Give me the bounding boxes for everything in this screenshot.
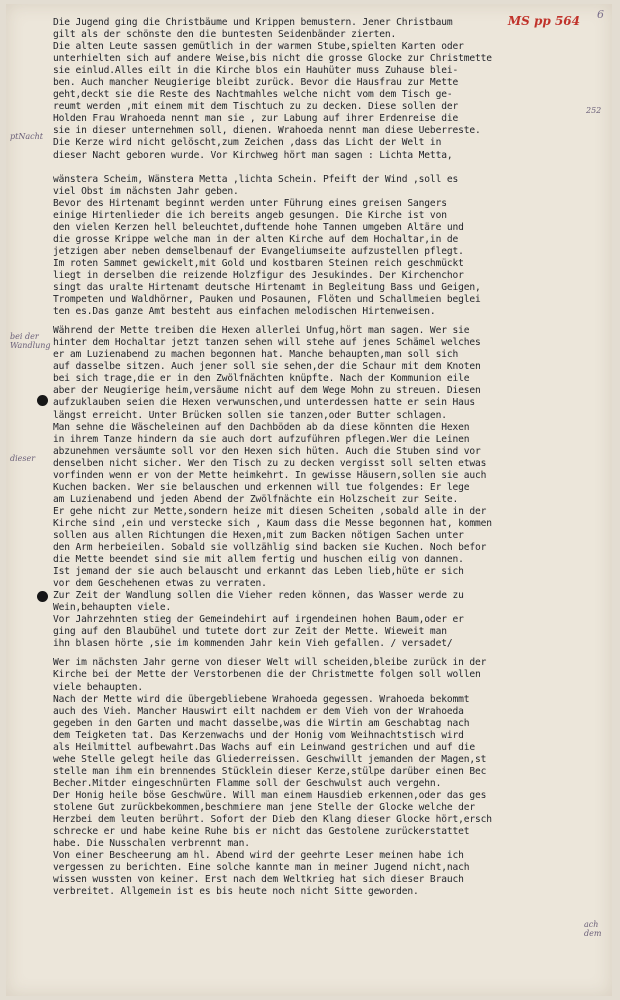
- text-line: Kuchen backen. Wer sie belauschen und erkennen will tue folgendes: Er lege: [53, 481, 470, 493]
- text-line: dem Teigketen tat. Das Kerzenwachs und der Honig vom Weihnachtstisch wird: [53, 729, 464, 741]
- punch-hole-top: [37, 395, 48, 406]
- text-line: Becher.Mitder eingeschnürten Flamme soll der Geschwulst auch vergehn.: [53, 777, 442, 789]
- text-line: Von einer Bescheerung am hl. Abend wird der geehrte Leser meinen habe ich: [53, 850, 464, 862]
- paragraph-2: [53, 325, 598, 650]
- text-line: Kirche sind ,ein und verstecke sich , Kaum dass die Messe begonnen hat, kommen: [53, 517, 492, 529]
- text-line: Der Honig heile böse Geschwüre. Will man einem Hausdieb erkennen,oder das ges: [53, 789, 487, 801]
- text-line: Wer im nächsten Jahr gerne von dieser Welt will scheiden,bleibe zurück in der: [53, 657, 487, 669]
- text-line: Er gehe nicht zur Mette,sondern heize mit diesen Scheiten ,sobald alle in der: [53, 505, 487, 517]
- paragraph-gap: [53, 650, 598, 657]
- text-line: gegeben in den Garten und macht dasselbe,was die Wirtin am Geschabtag nach: [53, 717, 470, 729]
- typed-text: [53, 17, 598, 898]
- margin-note-dieser: dieser: [10, 454, 36, 463]
- margin-note-wandlung: bei der Wandlung: [10, 332, 51, 350]
- text-line: aber der Neugierige heim,versäume nicht auf dem Wege Mohn zu streuen. Diesen: [53, 385, 481, 397]
- text-line: verbreitet. Allgemein ist es bis heute noch nicht Sitte geworden.: [53, 886, 419, 898]
- text-line: Zur Zeit der Wandlung sollen die Vieher reden können, das Wasser werde zu: [53, 590, 464, 602]
- text-line: ihn blasen hörte ,sie im kommenden Jahr kein Vieh gefallen. / versadet/: [53, 638, 453, 650]
- text-line: dieser Nacht geboren wurde. Vor Kirchweg hört man sagen : Lichta Metta,: [53, 149, 453, 161]
- text-line: Man sehne die Wäscheleinen auf den Dachböden ab da diese könnten die Hexen: [53, 421, 470, 433]
- text-line: auf dasselbe sitzen. Auch jener soll sie sehen,der die Schaur mit dem Knoten: [53, 361, 481, 373]
- text-line: viele behaupten.: [53, 681, 144, 693]
- text-line: einige Hirtenlieder die ich bereits angeb gesungen. Die Kirche ist von: [53, 209, 447, 221]
- text-line: Nach der Mette wird die übergebliebene Wrahoeda gegessen. Wrahoeda bekommt: [53, 693, 470, 705]
- paragraph-1: [53, 17, 598, 318]
- text-line: wehe Stelle gelegt heile das Gliederreissen. Geschwillt jemanden der Magen,st: [53, 753, 487, 765]
- paragraph-gap: [53, 318, 598, 325]
- text-line: die Mette beendet sind sie mit allem fertig und huschen eilig von dannen.: [53, 554, 464, 566]
- paragraph-3: [53, 657, 598, 898]
- text-line: am Luzienabend und jeden Abend der Zwölfnächte ein Holzscheit zur Seite.: [53, 493, 459, 505]
- text-line: wissen wussten von keiner. Erst nach dem Weltkrieg hat sich dieser Brauch: [53, 874, 464, 886]
- text-line: vorfinden wenn er von der Mette heimkehrt. In gewisse Häusern,sollen sie auch: [53, 469, 487, 481]
- text-line: habe. Die Nusschalen verbrennt man.: [53, 838, 250, 850]
- text-line: bei sich trage,die er in den Zwölfnächten knüpfte. Nach der Kommunion eile: [53, 373, 470, 385]
- text-line: Die Kerze wird nicht gelöscht,zum Zeichen ,dass das Licht der Welt in: [53, 137, 442, 149]
- text-line: Trompeten und Waldhörner, Pauken und Posaunen, Flöten und Schallmeien beglei: [53, 294, 481, 306]
- text-line: sie in dieser unternehmen soll, dienen. Wrahoeda nennt man diese Ueberreste.: [53, 125, 481, 137]
- text-line: liegt in derselben die reizende Holzfigur des Jesukindes. Der Kirchenchor: [53, 269, 464, 281]
- text-line: Im roten Sammet gewickelt,mit Gold und kostbaren Steinen reich geschmückt: [53, 257, 464, 269]
- text-line: ging auf den Blaubühel und tutete dort zur Zeit der Mette. Wieweit man: [53, 626, 447, 638]
- text-line: stelle man ihm ein brennendes Stücklein dieser Kerze,stülpe darüber einen Bec: [53, 765, 487, 777]
- text-line: denselben nicht sicher. Wer den Tisch zu zu decken vergisst soll selten etwas: [53, 457, 487, 469]
- text-line: die grosse Krippe welche man in der alten Kirche auf dem Hochaltar,in de: [53, 233, 459, 245]
- text-line: er am Luzienabend zu machen begonnen hat. Manche behaupten,man soll sich: [53, 349, 459, 361]
- text-line: vor dem Geschehenen etwas zu verraten.: [53, 578, 267, 590]
- text-line: [53, 162, 598, 174]
- text-line: sollen aus allen Richtungen die Hexen,mit zum Backen nötigen Sachen unter: [53, 529, 464, 541]
- text-line: ten es.Das ganze Amt besteht aus einfachen melodischen Hirtenweisen.: [53, 306, 436, 318]
- text-line: gilt als der schönste den die buntesten Seidenbänder zierten.: [53, 29, 397, 41]
- text-line: jetzigen aber neben demselbenauf der Evangeliumseite aufzustellen pflegt.: [53, 245, 464, 257]
- margin-note-number: 252: [586, 106, 602, 115]
- text-line: Kirche bei der Mette der Verstorbenen die der Christmette folgen soll wollen: [53, 669, 481, 681]
- text-line: unterhielten sich auf andere Weise,bis nicht die grosse Glocke zur Christmette: [53, 53, 492, 65]
- text-line: Während der Mette treiben die Hexen allerlei Unfug,hört man sagen. Wer sie: [53, 325, 470, 337]
- text-line: den vielen Kerzen hell beleuchtet,duftende hohe Tannen umgeben Altäre und: [53, 221, 464, 233]
- text-line: längst erreicht. Unter Brücken sollen sie tanzen,oder Butter schlagen.: [53, 409, 447, 421]
- text-line: Herzbei dem leuten berührt. Sofort der Dieb den Klang dieser Glocke hört,ersch: [53, 814, 492, 826]
- text-line: ben. Auch mancher Neugierige bleibt zurück. Bevor die Hausfrau zur Mette: [53, 77, 459, 89]
- margin-note-nacht: ptNacht: [10, 132, 43, 141]
- text-line: Ist jemand der sie auch belauscht und erkannt das Leben lieb,hüte er sich: [53, 566, 464, 578]
- text-line: Wein,behaupten viele.: [53, 602, 172, 614]
- archive-shelf-mark: MS pp 564: [507, 14, 580, 28]
- text-line: sie einlud.Alles eilt in die Kirche blos ein Hauhüter muss Zuhause blei-: [53, 65, 459, 77]
- text-line: Die Jugend ging die Christbäume und Krippen bemustern. Jener Christbaum: [53, 17, 453, 28]
- text-line: abzunehmen versäumte soll vor den Hexen sich hüten. Auch die Stuben sind vor: [53, 445, 481, 457]
- text-line: als Heilmittel aufbewahrt.Das Wachs auf ein Leinwand gestrichen und auf die: [53, 741, 475, 753]
- document-page: [6, 4, 612, 996]
- margin-note-nach-dem: ach dem: [584, 920, 602, 938]
- text-line: reumt werden ,mit einem mit dem Tischtuch zu zu decken. Diese sollen der: [53, 101, 459, 113]
- text-line: stolene Gut zurückbekommen,beschmiere man jene Stelle der Glocke welche der: [53, 802, 475, 813]
- punch-hole-bottom: [37, 591, 48, 602]
- text-line: hinter dem Hochaltar jetzt tanzen sehen will stehe auf jenes Schämel welches: [53, 337, 481, 349]
- text-line: vergessen zu berichten. Eine solche kannte man in meiner Jugend nicht,nach: [53, 862, 470, 874]
- text-line: Vor Jahrzehnten stieg der Gemeindehirt auf irgendeinen hohen Baum,oder er: [53, 614, 464, 626]
- text-line: wänstera Scheim, Wänstera Metta ,lichta Schein. Pfeift der Wind ,soll es: [53, 173, 459, 185]
- text-line: geht,deckt sie die Reste des Nachtmahles welche nicht vom dem Tisch ge-: [53, 89, 453, 101]
- text-line: Holden Frau Wrahoeda nennt man sie , zur Labung auf ihrer Erdenreise die: [53, 113, 459, 125]
- text-line: singt das uralte Hirtenamt deutsche Hirtenamt in Begleitung Bass und Geigen,: [53, 282, 481, 294]
- text-line: in ihrem Tanze hindern da sie auch dort aufzuführen pflegen.Wer die Leinen: [53, 433, 470, 445]
- text-line: schrecke er und habe keine Ruhe bis er nicht das Gestolene zurückerstattet: [53, 826, 470, 838]
- text-line: Bevor des Hirtenamt beginnt werden unter Führung eines greisen Sangers: [53, 197, 447, 209]
- text-line: aufzuklauben seien die Hexen verwunschen,und unterdessen hatte er sein Haus: [53, 397, 475, 409]
- text-line: viel Obst im nächsten Jahr geben.: [53, 185, 239, 197]
- text-line: Die alten Leute sassen gemütlich in der warmen Stube,spielten Karten oder: [53, 41, 464, 53]
- text-line: auch des Vieh. Mancher Hauswirt eilt nachdem er dem Vieh von der Wrahoeda: [53, 705, 464, 717]
- text-line: den Arm herbeieilen. Sobald sie vollzählig sind backen sie Kuchen. Noch befor: [53, 542, 487, 554]
- page-corner-mark: 6: [597, 8, 604, 21]
